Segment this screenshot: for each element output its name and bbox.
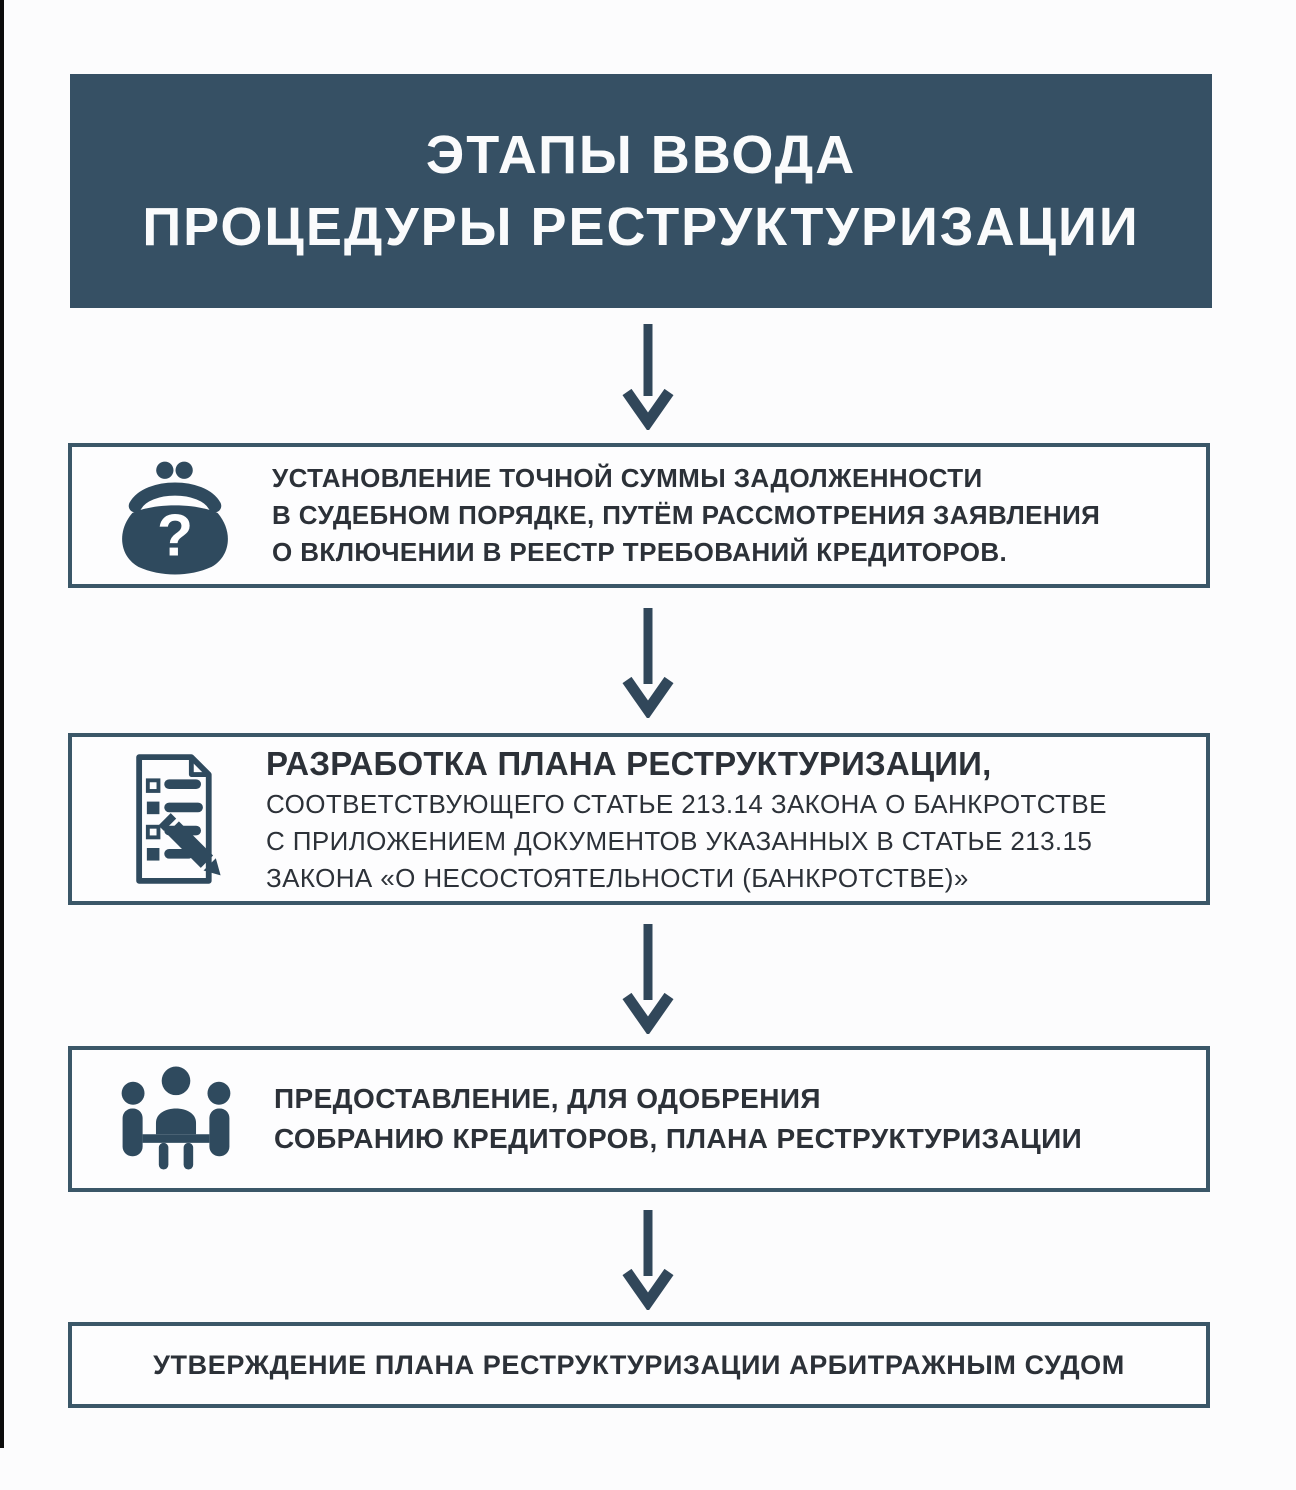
purse-question-icon [114, 455, 236, 577]
step1-text-line: О ВКЛЮЧЕНИИ В РЕЕСТР ТРЕБОВАНИЙ КРЕДИТОРОВ. [272, 537, 1008, 567]
step-box-4 [68, 1322, 1210, 1408]
poster-title-line2: ПРОЦЕДУРЫ РЕСТРУКТУРИЗАЦИИ [142, 197, 1140, 257]
arrow-down-icon [616, 1208, 680, 1310]
step-box-3 [68, 1046, 1210, 1192]
step2-text-line: С ПРИЛОЖЕНИЕМ ДОКУМЕНТОВ УКАЗАННЫХ В СТАТЬЕ 213.15 [266, 825, 1093, 856]
step-box-1 [68, 443, 1210, 588]
arrow-down-icon [616, 606, 680, 718]
poster-title-line1: ЭТАПЫ ВВОДА [425, 125, 857, 185]
step2-title: РАЗРАБОТКА ПЛАНА РЕСТРУКТУРИЗАЦИИ, [266, 744, 992, 782]
svg-text:?: ? [156, 503, 194, 569]
poster-header [70, 74, 1212, 308]
creditors-meeting-icon [114, 1061, 238, 1177]
step2-text-line: СООТВЕТСТВУЮЩЕГО СТАТЬЕ 213.14 ЗАКОНА О БАНКРОТСТВЕ [266, 788, 1107, 819]
step1-text-line: В СУДЕБНОМ ПОРЯДКЕ, ПУТЁМ РАССМОТРЕНИЯ ЗАЯВЛЕНИЯ [272, 500, 1101, 530]
step3-text-line: СОБРАНИЮ КРЕДИТОРОВ, ПЛАНА РЕСТРУКТУРИЗАЦИИ [274, 1123, 1083, 1154]
step3-text-line: ПРЕДОСТАВЛЕНИЕ, ДЛЯ ОДОБРЕНИЯ [274, 1083, 821, 1114]
page-edge-line [0, 0, 4, 1448]
step2-text-line: ЗАКОНА «О НЕСОСТОЯТЕЛЬНОСТИ (БАНКРОТСТВЕ)» [266, 862, 969, 893]
arrow-down-icon [616, 922, 680, 1034]
arrow-down-icon [616, 322, 680, 430]
step-box-2 [68, 733, 1210, 905]
step4-text-line: УТВЕРЖДЕНИЕ ПЛАНА РЕСТРУКТУРИЗАЦИИ АРБИТРАЖНЫМ СУДОМ [153, 1349, 1125, 1380]
checklist-pencil-icon [114, 751, 230, 887]
step1-text-line: УСТАНОВЛЕНИЕ ТОЧНОЙ СУММЫ ЗАДОЛЖЕННОСТИ [272, 463, 983, 493]
